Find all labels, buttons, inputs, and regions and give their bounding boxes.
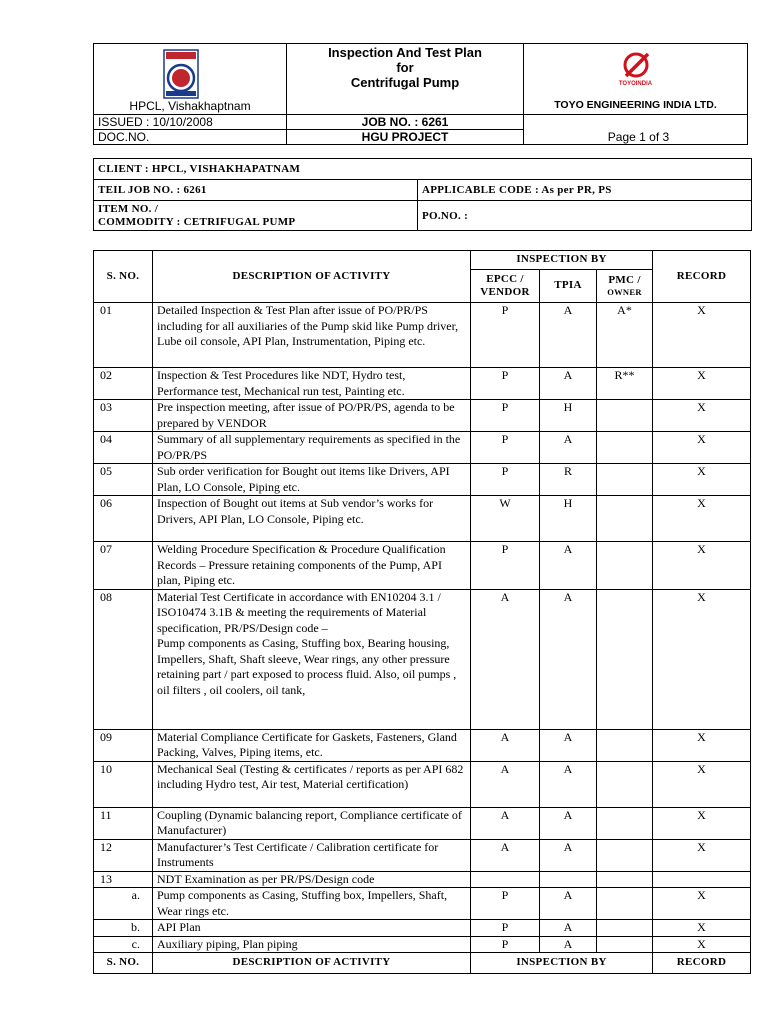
hpcl-logo (163, 49, 199, 99)
header-inspection-by: INSPECTION BY (471, 251, 653, 270)
activity-description: Summary of all supplementary requirements as specified in the PO/PR/PS (153, 432, 471, 464)
table-row: 09 Material Compliance Certificate for Gaskets, Fasteners, Gland Packing, Valves, Piping items, etc. A A X (94, 729, 751, 761)
footer-sno: S. NO. (94, 953, 153, 974)
table-row: 01 Detailed Inspection & Test Plan after issue of PO/PR/PS including for all auxiliaries of the Pump skid like Pump driver, Lube oil console, API Plan, Instrumentation, Piping etc. P A A* X (94, 303, 751, 368)
activity-description: Mechanical Seal (Testing & certificates / reports as per API 682 including Hydro test, Air test, Material certification) (153, 761, 471, 807)
hpcl-location: HPCL, Vishakhaptnam (129, 99, 251, 113)
client-info (93, 158, 752, 231)
toyo-logo (621, 51, 651, 79)
table-row: 05 Sub order verification for Bought out items like Drivers, API Plan, LO Console, Piping etc. P R X (94, 464, 751, 496)
inspection-table (93, 250, 751, 974)
activity-description: Auxiliary piping, Plan piping (153, 936, 471, 953)
teil-job-number: TEIL JOB NO. : 6261 (94, 180, 418, 201)
activity-description: NDT Examination as per PR/PS/Design code (153, 871, 471, 888)
activity-description: Manufacturer’s Test Certificate / Calibration certificate for Instruments (153, 839, 471, 871)
doc-number: DOC.NO. (94, 130, 287, 145)
table-row: 07 Welding Procedure Specification & Procedure Qualification Records – Pressure retaining components of the Pump, API plan, Piping etc. P A X (94, 542, 751, 590)
activity-description: Pump components as Casing, Stuffing box, Impellers, Shaft, Wear rings etc. (153, 888, 471, 920)
table-row: 04 Summary of all supplementary requirements as specified in the PO/PR/PS P A X (94, 432, 751, 464)
activity-description: Inspection of Bought out items at Sub vendor’s works for Drivers, API Plan, LO Console, Piping etc. (153, 496, 471, 542)
table-row: 06 Inspection of Bought out items at Sub vendor’s works for Drivers, API Plan, LO Console, Piping etc. W H X (94, 496, 751, 542)
header-pmc-owner: PMC / OWNER (597, 270, 653, 303)
header-tpia: TPIA (540, 270, 597, 303)
document-title: Inspection And Test Plan for Centrifugal Pump (287, 44, 524, 115)
table-footer-row (94, 953, 751, 974)
activity-description: Pre inspection meeting, after issue of PO/PR/PS, agenda to be prepared by VENDOR (153, 400, 471, 432)
client-name: CLIENT : HPCL, VISHAKHAPATNAM (94, 159, 752, 180)
activity-description: Sub order verification for Bought out items like Drivers, API Plan, LO Console, Piping etc. (153, 464, 471, 496)
header-sno: S. NO. (94, 251, 153, 303)
table-row: 08 Material Test Certificate in accordance with EN10204 3.1 / ISO10474 3.1B & meeting the requirements of Material specification, PR/PS/Design code – Pump components as Casing, Stuffing box, Bearing housing, Impellers, Shaft, Shaft sleeve, Wear rings, any other pressure retaining part / part exposed to process fluid. Also, oil pumps , oil filters , oil coolers, oil tank, A A X (94, 589, 751, 729)
activity-description: Detailed Inspection & Test Plan after issue of PO/PR/PS including for all auxiliaries of the Pump skid like Pump driver, Lube oil console, API Plan, Instrumentation, Piping etc. (153, 303, 471, 368)
activity-description: Material Test Certificate in accordance with EN10204 3.1 / ISO10474 3.1B & meeting the requirements of Material specification, PR/PS/Design code – Pump components as Casing, Stuffing box, Bearing housing, Impellers, Shaft, Shaft sleeve, Wear rings, any other pressure retaining part / part exposed to process fluid. Also, oil pumps , oil filters , oil coolers, oil tank, (153, 589, 471, 729)
footer-inspection-by: INSPECTION BY (471, 953, 653, 974)
item-commodity: ITEM NO. / COMMODITY : CETRIFUGAL PUMP (94, 201, 418, 231)
header-description: DESCRIPTION OF ACTIVITY (153, 251, 471, 303)
hpcl-cell (94, 44, 287, 115)
footer-description: DESCRIPTION OF ACTIVITY (153, 953, 471, 974)
table-row: c. Auxiliary piping, Plan piping P A X (94, 936, 751, 953)
job-number: JOB NO. : 6261 (287, 115, 524, 130)
table-row: 10 Mechanical Seal (Testing & certificates / reports as per API 682 including Hydro test, Air test, Material certification) A A X (94, 761, 751, 807)
activity-description: Coupling (Dynamic balancing report, Compliance certificate of Manufacturer) (153, 807, 471, 839)
table-row: b. API Plan P A X (94, 920, 751, 937)
activity-description: Welding Procedure Specification & Procedure Qualification Records – Pressure retaining components of the Pump, API plan, Piping etc. (153, 542, 471, 590)
activity-description: Material Compliance Certificate for Gaskets, Fasteners, Gland Packing, Valves, Piping items, etc. (153, 729, 471, 761)
header-record: RECORD (653, 251, 751, 303)
table-row: a. Pump components as Casing, Stuffing box, Impellers, Shaft, Wear rings etc. P A X (94, 888, 751, 920)
toyo-cell (524, 44, 748, 115)
footer-record: RECORD (653, 953, 751, 974)
po-number: PO.NO. : (418, 201, 752, 231)
activity-description: Inspection & Test Procedures like NDT, Hydro test, Performance test, Mechanical run test, Painting etc. (153, 368, 471, 400)
table-row: 02 Inspection & Test Procedures like NDT, Hydro test, Performance test, Mechanical run test, Painting etc. P A R** X (94, 368, 751, 400)
project-name: HGU PROJECT (287, 130, 524, 145)
activity-description: API Plan (153, 920, 471, 937)
toyo-small-text: TOYOINDIA (618, 81, 653, 87)
applicable-code: APPLICABLE CODE : As per PR, PS (418, 180, 752, 201)
header-epcc-vendor: EPCC / VENDOR (471, 270, 540, 303)
table-row: 13 NDT Examination as per PR/PS/Design code (94, 871, 751, 888)
issued-date: ISSUED : 10/10/2008 (94, 115, 287, 130)
table-row: 11 Coupling (Dynamic balancing report, Compliance certificate of Manufacturer) A A X (94, 807, 751, 839)
toyo-company-name: TOYO ENGINEERING INDIA LTD. (554, 99, 717, 111)
table-row: 03 Pre inspection meeting, after issue of PO/PR/PS, agenda to be prepared by VENDOR P H X (94, 400, 751, 432)
page-number: Page 1 of 3 (530, 130, 747, 144)
table-row: 12 Manufacturer’s Test Certificate / Calibration certificate for Instruments A A X (94, 839, 751, 871)
